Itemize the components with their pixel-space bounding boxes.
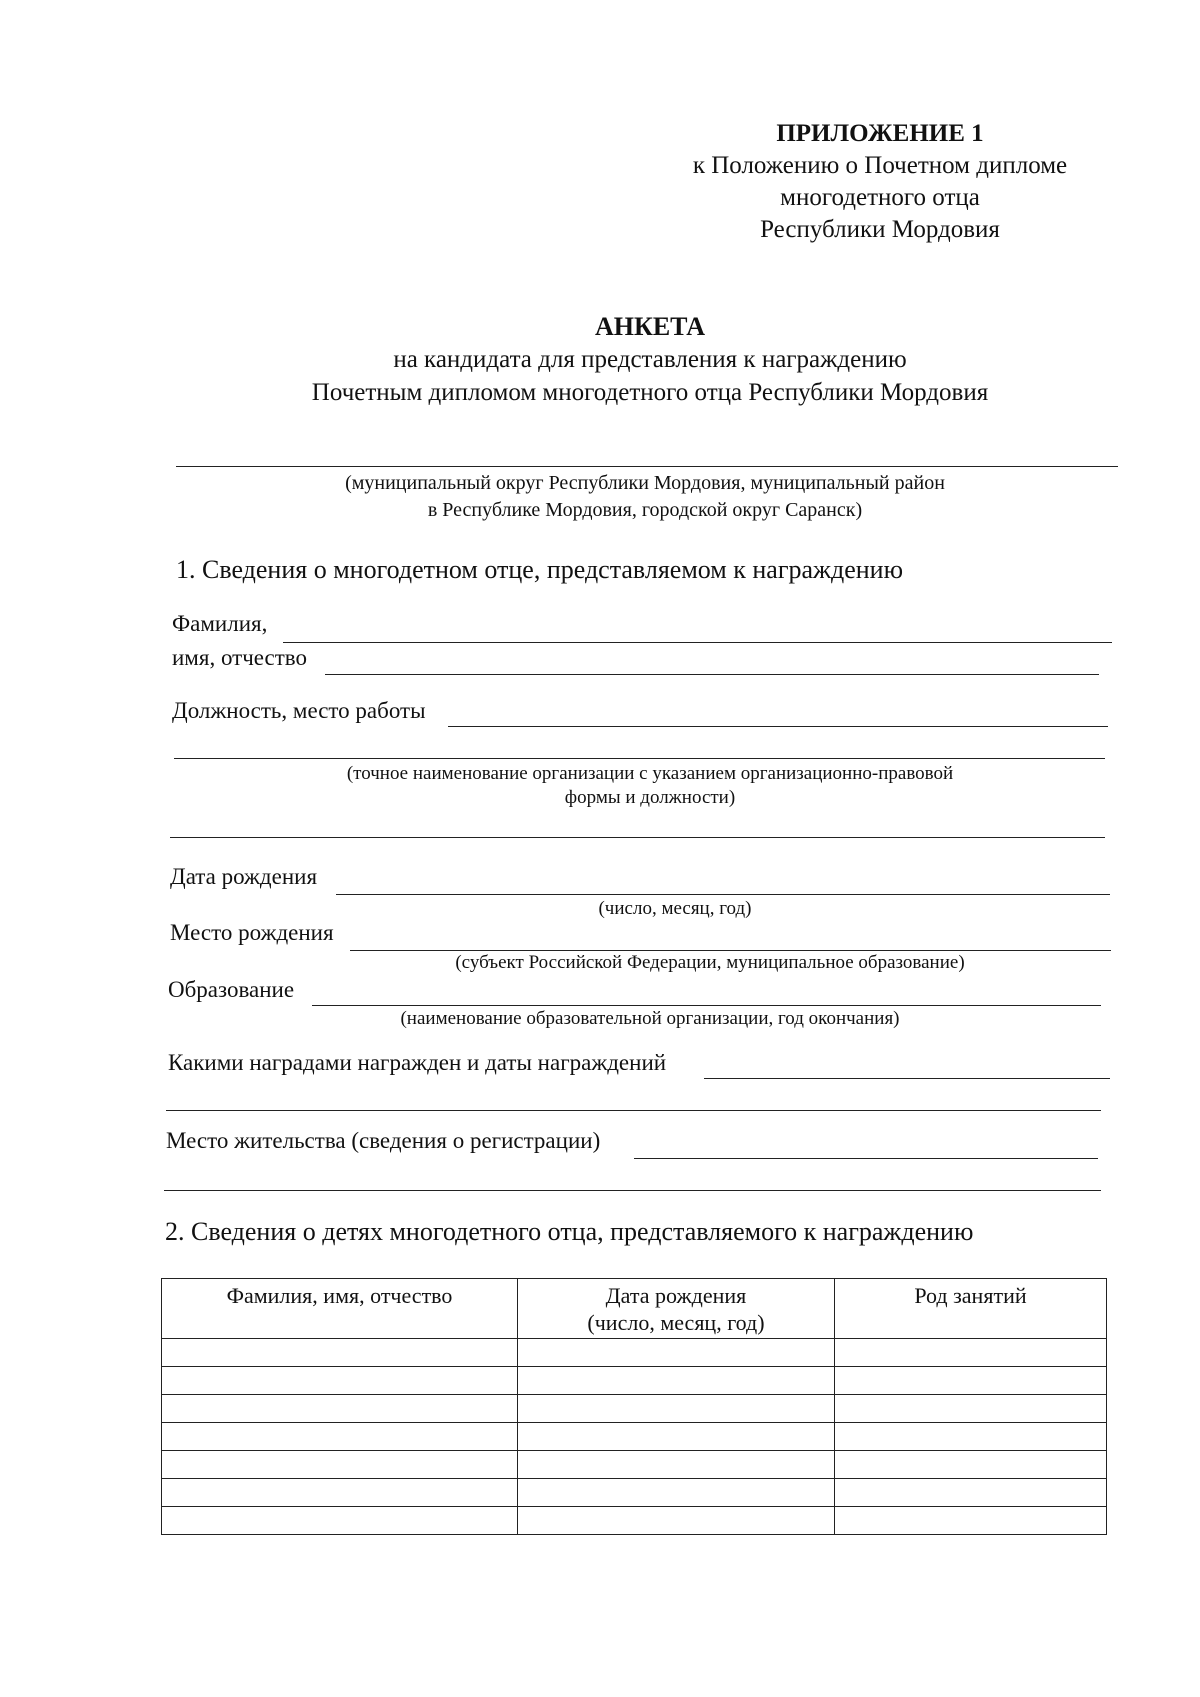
section2-title: 2. Сведения о детях многодетного отца, представляемого к награждению xyxy=(165,1217,974,1246)
table-cell[interactable] xyxy=(835,1451,1107,1479)
table-header-row xyxy=(162,1279,1107,1339)
position-hint xyxy=(250,762,1050,810)
table-row xyxy=(162,1395,1107,1423)
table-cell[interactable] xyxy=(518,1423,835,1451)
table-cell[interactable] xyxy=(162,1507,518,1535)
table-cell[interactable] xyxy=(162,1395,518,1423)
column-header-birth-date xyxy=(518,1279,835,1339)
education-label: Образование xyxy=(168,977,295,1002)
birth-date-hint: (число, месяц, год) xyxy=(598,898,752,919)
table-cell[interactable] xyxy=(835,1367,1107,1395)
table-row xyxy=(162,1507,1107,1535)
table-cell[interactable] xyxy=(518,1507,835,1535)
table-cell[interactable] xyxy=(518,1451,835,1479)
name-label: имя, отчество xyxy=(172,645,308,670)
table-cell[interactable] xyxy=(835,1339,1107,1367)
position-field[interactable] xyxy=(448,726,1108,727)
position-field-line3[interactable] xyxy=(170,837,1105,838)
birth-date-label: Дата рождения xyxy=(170,864,318,889)
appendix-line: многодетного отца xyxy=(780,184,980,211)
table-cell[interactable] xyxy=(162,1423,518,1451)
residence-label: Место жительства (сведения о регистрации) xyxy=(166,1128,601,1153)
birth-date-field[interactable] xyxy=(336,894,1110,895)
table-cell[interactable] xyxy=(162,1479,518,1507)
position-label: Должность, место работы xyxy=(172,698,426,723)
education-field[interactable] xyxy=(312,1005,1101,1006)
form-header xyxy=(150,310,1150,409)
table-cell[interactable] xyxy=(162,1339,518,1367)
education-hint: (наименование образовательной организации, год окончания) xyxy=(400,1008,900,1029)
district-hint-line: (муниципальный округ Республики Мордовия, муниципальный район xyxy=(345,472,945,494)
form-subtitle: на кандидата для представления к награждению xyxy=(393,346,907,373)
residence-field-line2[interactable] xyxy=(164,1190,1101,1191)
column-header-occupation xyxy=(835,1279,1107,1339)
appendix-line: Республики Мордовия xyxy=(760,216,1000,243)
table-cell[interactable] xyxy=(835,1507,1107,1535)
district-field[interactable] xyxy=(176,466,1118,467)
table-cell[interactable] xyxy=(835,1479,1107,1507)
section1-title: 1. Сведения о многодетном отце, представляемом к награждению xyxy=(176,555,904,584)
column-header-name xyxy=(162,1279,518,1339)
position-field-line2[interactable] xyxy=(174,758,1105,759)
table-row xyxy=(162,1451,1107,1479)
birth-place-hint: (субъект Российской Федерации, муниципальное образование) xyxy=(455,952,965,973)
column-header-occupation-label: Род занятий xyxy=(914,1283,1027,1308)
column-header-birth-date-sub: (число, месяц, год) xyxy=(587,1310,765,1335)
district-hint xyxy=(200,470,1090,524)
table-cell[interactable] xyxy=(162,1367,518,1395)
birth-place-label: Место рождения xyxy=(170,920,334,945)
awards-field[interactable] xyxy=(704,1078,1110,1079)
appendix-title: ПРИЛОЖЕНИЕ 1 xyxy=(776,120,984,147)
appendix-line: к Положению о Почетном дипломе xyxy=(692,152,1068,179)
table-cell[interactable] xyxy=(162,1451,518,1479)
form-title: АНКЕТА xyxy=(594,312,706,341)
column-header-name-label: Фамилия, имя, отчество xyxy=(226,1283,453,1308)
table-cell[interactable] xyxy=(835,1423,1107,1451)
awards-field-line2[interactable] xyxy=(166,1110,1101,1111)
form-subtitle: Почетным дипломом многодетного отца Республики Мордовия xyxy=(311,379,989,406)
district-hint-line: в Республике Мордовия, городской округ Саранск) xyxy=(427,499,863,521)
table-row xyxy=(162,1479,1107,1507)
table-row xyxy=(162,1367,1107,1395)
residence-field[interactable] xyxy=(634,1158,1098,1159)
table-row xyxy=(162,1423,1107,1451)
appendix-block xyxy=(600,118,1160,246)
table-row xyxy=(162,1339,1107,1367)
surname-label: Фамилия, xyxy=(172,611,268,636)
table-cell[interactable] xyxy=(835,1395,1107,1423)
children-table xyxy=(161,1278,1107,1535)
table-cell[interactable] xyxy=(518,1367,835,1395)
position-hint-line: (точное наименование организации с указанием организационно-правовой xyxy=(346,763,954,784)
position-hint-line: формы и должности) xyxy=(564,787,736,808)
table-cell[interactable] xyxy=(518,1395,835,1423)
table-cell[interactable] xyxy=(518,1339,835,1367)
name-field[interactable] xyxy=(325,674,1099,675)
column-header-birth-date-label: Дата рождения xyxy=(605,1283,747,1308)
table-cell[interactable] xyxy=(518,1479,835,1507)
surname-field[interactable] xyxy=(283,642,1112,643)
awards-label: Какими наградами награжден и даты награждений xyxy=(168,1050,667,1075)
